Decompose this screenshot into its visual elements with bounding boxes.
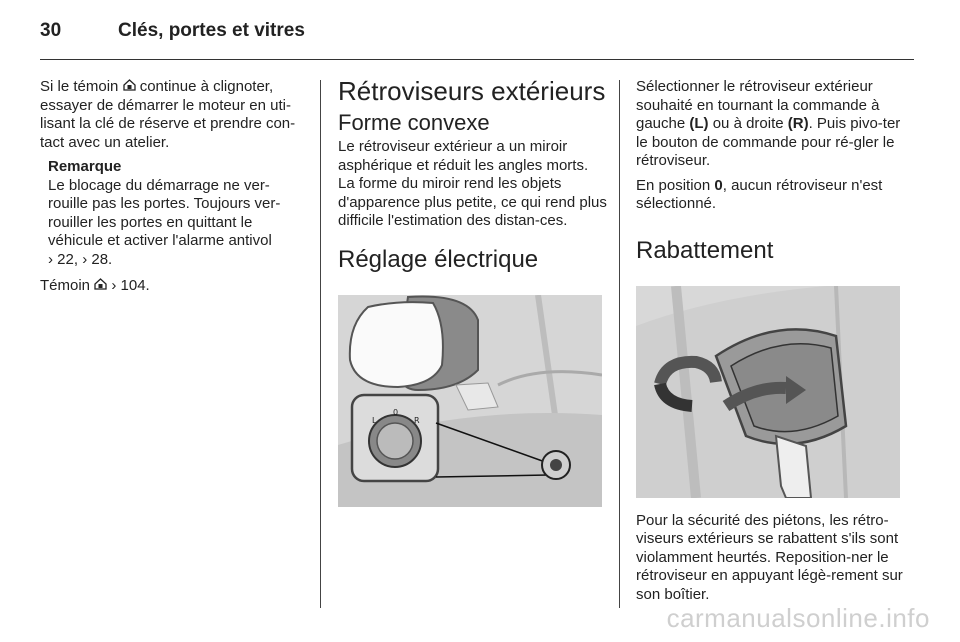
arrow-ref-icon: ›	[82, 250, 88, 268]
text-bold: 0	[714, 176, 723, 194]
note-title: Remarque	[48, 158, 122, 175]
text: , aucun rétroviseur n'est sélectionné.	[636, 176, 883, 212]
column-divider	[320, 80, 321, 608]
section-title: Clés, portes et vitres	[118, 20, 305, 41]
mirror-folding-illustration	[636, 286, 900, 498]
heading-electric-adjustment: Réglage électrique	[338, 245, 539, 273]
paragraph	[40, 277, 308, 296]
paragraph: Pour la sécurité des piétons, les rétro-viseurs extérieurs se rabattent s'ils sont violamment heurtés. Reposition-ner le rétroviseur en appuyant légè-rement sur son boîtier.	[636, 511, 903, 603]
paragraph: Le rétroviseur extérieur a un miroir asphérique et réduit les angles morts. La forme du miroir rend les objets d'apparence plus petite, ce qui rend plus difficile l'estimation des distan-ces.	[338, 138, 607, 229]
text: ou à droite	[708, 115, 788, 132]
arrow-ref-icon: ›	[48, 250, 53, 268]
switch-label-left: L	[372, 415, 377, 425]
column-left	[40, 78, 308, 302]
text: . Puis pivo-ter le bouton de commande pour ré-gler le rétroviseur.	[636, 115, 901, 169]
paragraph	[636, 177, 904, 214]
column-divider	[619, 80, 620, 608]
page-ref-link[interactable]: 22	[57, 250, 74, 268]
text: continue à clignoter, essayer de démarrer le moteur en uti-lisant la clé de réserve et prendre con-tact avec un atelier.	[40, 78, 296, 151]
immobilizer-lock-icon	[123, 78, 136, 97]
text-bold: (R)	[787, 115, 809, 132]
page-ref-link[interactable]: 28.	[91, 250, 113, 268]
page-header	[0, 0, 960, 60]
switch-label-off: 0	[393, 407, 399, 417]
note-text: Le blocage du démarrage ne ver-rouille pas les portes. Toujours ver-rouiller les portes en quittant le véhicule et activer l'alarme antivol › 22, › 28.	[48, 176, 281, 268]
note-box	[48, 158, 308, 269]
text: Sélectionner le rétroviseur extérieur souhaité en tournant la commande à gauche	[636, 78, 880, 132]
header-rule	[40, 59, 914, 60]
heading-folding: Rabattement	[636, 236, 774, 264]
text-bold: (L)	[689, 115, 709, 132]
text: Témoin	[40, 277, 95, 294]
text: En position	[636, 176, 715, 194]
mirror-switch-illustration	[338, 295, 602, 507]
immobilizer-lock-icon	[94, 277, 107, 296]
paragraph	[636, 78, 904, 171]
arrow-ref-icon: ›	[111, 277, 117, 294]
column-middle	[338, 76, 608, 507]
switch-label-right: R	[414, 415, 420, 425]
text: Le blocage du démarrage ne ver-rouille pas les portes. Toujours ver-rouiller les portes en quittant le véhicule et activer l'alarme antivol	[48, 176, 281, 249]
page-number: 30	[40, 20, 62, 41]
text: Si le témoin	[40, 78, 123, 95]
heading-convex-shape: Forme convexe	[338, 110, 490, 135]
heading-exterior-mirrors: Rétroviseurs extérieurs	[338, 76, 606, 106]
column-right	[636, 78, 904, 610]
paragraph	[40, 78, 308, 152]
page-ref-link[interactable]: 104.	[120, 277, 150, 294]
watermark: carmanualsonline.info	[666, 603, 930, 633]
